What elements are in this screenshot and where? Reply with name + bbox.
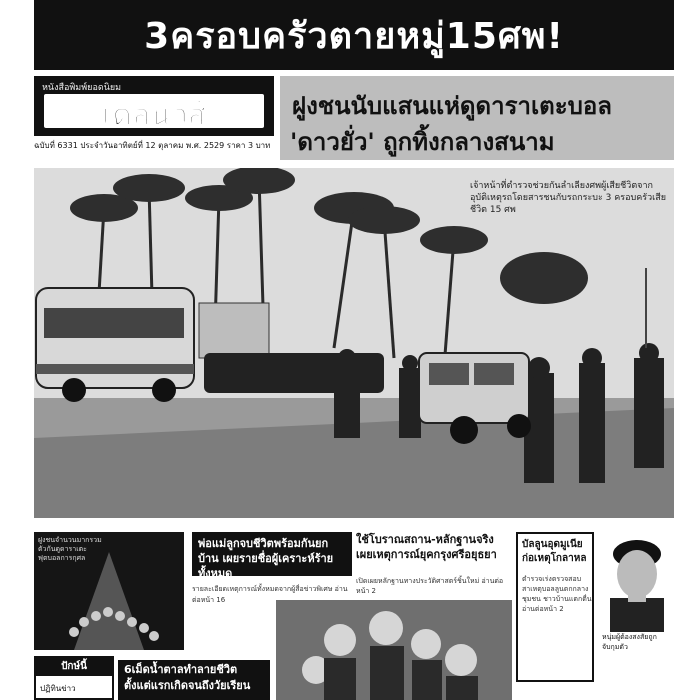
main-headline-line2: 'ดาวยั่ว' ถูกทิ้งกลางสนาม [290, 128, 555, 156]
front-page-banner [34, 0, 674, 70]
calendar-box-headline: ปักษ์นี้ [36, 658, 112, 676]
issue-line: ฉบับที่ 6331 ประจำวันอาทิตย์ที่ 12 ตุลาคม พ.ศ. 2529 ราคา 3 บาท [34, 141, 271, 150]
calendar-box [34, 656, 114, 700]
story-sugar-headline: 6เม็ดน้ำตาลทำลายชีวิต ตั้งแต่แรกเกิดจนถึงวัยเรียน [124, 663, 251, 692]
calendar-box-body: ปฏิทินข่าว [40, 684, 76, 693]
crowd-photo-caption: ฝูงชนจำนวนมากรวมตัวกันดูดาราเตะฟุตบอลการกุศล [38, 536, 102, 562]
children-photo [276, 600, 512, 700]
main-headline-line1: ฝูงชนนับแสนแห่ดูดาราเตะบอล [292, 92, 612, 120]
bus-illustration [36, 288, 194, 402]
masthead-tagline: หนังสือพิมพ์ยอดนิยม [42, 83, 122, 93]
masthead [34, 76, 274, 136]
banner-headline: 3ครอบครัวตายหมู่15ศพ! [144, 15, 564, 57]
football-crowd-photo [34, 532, 184, 650]
story-sugar [118, 660, 270, 700]
story-balloon [516, 532, 594, 682]
story-balloon-headline: บัลลูนอุดมูเนีย ก่อเหตุโกลาหล [522, 539, 587, 564]
masthead-name: เดลินิวส์ [102, 98, 206, 133]
story-balloon-body: ตำรวจเร่งตรวจสอบสาเหตุบอลลูนตกกลางชุมชน ชาวบ้านแตกตื่น อ่านต่อหน้า 2 [522, 575, 592, 613]
photo-caption: เจ้าหน้าที่ตำรวจช่วยกันลำเลียงศพผู้เสียชีวิตจากอุบัติเหตุรถโดยสารชนกับรถกระบะ 3 ครอบครัวเสียชีวิต 15 ศพ [470, 181, 666, 215]
portrait-caption: หนุ่มผู้ต้องสงสัยถูกจับกุมตัว [602, 633, 657, 651]
children-illustration [276, 600, 512, 700]
story-ayutthaya-headline: ใช้โบราณสถาน-หลักฐานจริง เผยเหตุการณ์ยุคกรุงศรีอยุธยา [356, 533, 497, 561]
story-family-headline: พ่อแม่ลูกจบชีวิตพร้อมกันยกบ้าน เผยรายชื่อผู้เคราะห์ร้ายทั้งหมด [192, 532, 352, 576]
portrait-illustration [600, 532, 674, 632]
masthead-title [36, 92, 272, 139]
main-headline [280, 76, 674, 160]
suspect-portrait [600, 532, 674, 670]
story-ayutthaya [356, 532, 512, 596]
story-ayutthaya-body: เปิดเผยหลักฐานทางประวัติศาสตร์ชิ้นใหม่ อ่านต่อหน้า 2 [356, 577, 504, 595]
story-family-body: รายละเอียดเหตุการณ์ทั้งหมดจากผู้สื่อข่าวพิเศษ อ่านต่อหน้า 16 [192, 585, 348, 604]
